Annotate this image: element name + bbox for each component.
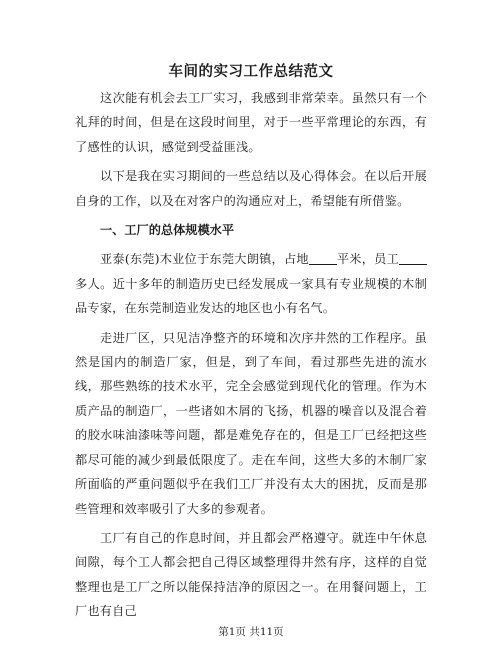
workshop-paragraph: 走进厂区，只见洁净整齐的环境和次序井然的工作程序。虽然是国内的制造厂家，但是，到了车间，看过那些先进的流水线，那些熟练的技术水平，完全会感觉到现代化的管理。作为木质产品的制造厂，一些诸如木屑的飞扬，机器的噪音以及混合着的胶水味油漆味等问题，都是难免存在的，但是工厂已经把这些都尽可能的减少到最低限度了。走在车间，这些大多的木制厂家所面临的严重问题似乎在我们工厂并没有太大的困扰，反而是那些管理和效率吸引了大多的参观者。: [75, 330, 427, 516]
intro-paragraph-2: 以下是我在实习期间的一些总结以及心得体会。在以后开展自身的工作，以及在对客户的沟通应对上，希望能有所借鉴。: [75, 169, 427, 208]
document-title: 车间的实习工作总结范文: [168, 64, 334, 80]
page-number: 第1页 共11页: [218, 626, 284, 638]
staff-blank: [399, 250, 427, 265]
intro-paragraph-1: 这次能有机会去工厂实习，我感到非常荣幸。虽然只有一个礼拜的时间，但是在这段时间里，对于一些平常理论的东西，有了感性的认识，感觉到受益匪浅。: [75, 91, 427, 154]
area-blank: [309, 250, 337, 265]
company-text-1: 亚泰(东莞)木业位于东莞大朗镇，占地: [100, 252, 309, 267]
company-text-2: 平米，员工: [336, 252, 400, 267]
company-text-3: 多人。近十多年的制造历史已经发展成一家具有专业规模的木制品专家，在东莞制造业发达的地区也小有名气。: [75, 276, 427, 316]
section-heading: 一、工厂的总体规模水平: [100, 223, 235, 238]
company-paragraph: [75, 247, 427, 320]
document-body: [75, 86, 427, 629]
schedule-paragraph: 工厂有自己的作息时间，并且都会严格遵守。就连中午休息间隙，每个工人都会把自己得区域整理得井然有序，这样的自觉整理也是工厂之所以能保持洁净的原因之一。在用餐问题上，工厂也有自己: [75, 530, 427, 619]
